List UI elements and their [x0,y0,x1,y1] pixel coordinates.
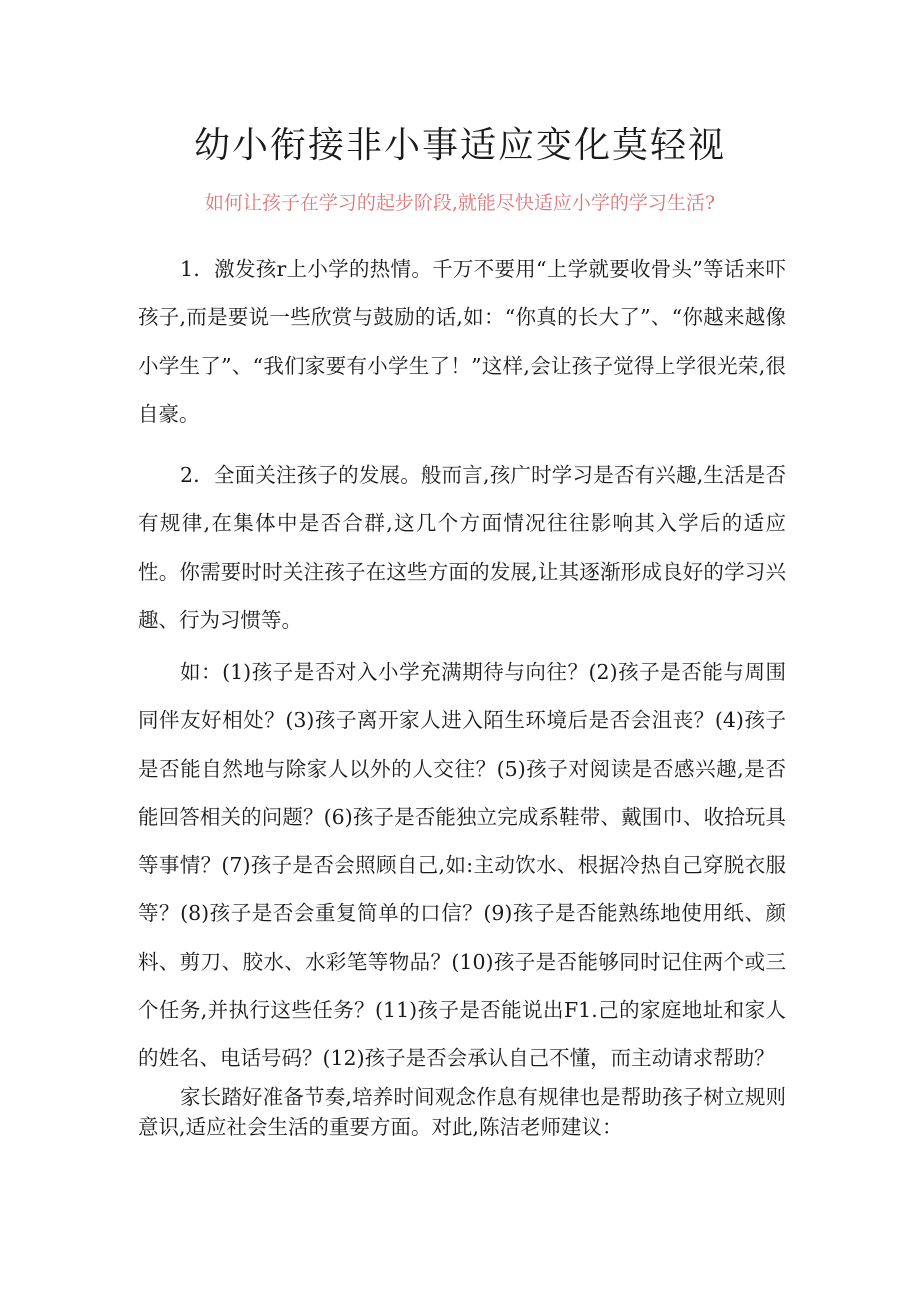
paragraph-1: 1．激发孩r上小学的热情。千万不要用“上学就要收骨头”等话来吓孩子,而是要说一些欣赏与鼓励的话,如：“你真的长大了”、“你越来越像小学生了”、“我们家要有小学生了！”这样,会让孩子觉得上学很光荣,很自豪。 [138,257,786,426]
document-subtitle: 如何让孩子在学习的起步阶段,就能尽快适应小学的学习生活? [204,192,716,214]
paragraph-3: 如：(1)孩子是否对入小学充满期待与向往？(2)孩子是否能与周围同伴友好相处？(3)孩子离开家人进入陌生环境后是否会沮丧？(4)孩子是否能自然地与除家人以外的人交往？(5)孩子对阅读是否感兴趣,是否能回答相关的问题？(6)孩子是否能独立完成系鞋带、戴围巾、收拾玩具等事情？(7)孩子是否会照顾自己,如:主动饮水、根据冷热自己穿脱衣服等？(8)孩子是否会重复简单的口信？(9)孩子是否能熟练地使用纸、颜料、剪刀、胶水、水彩笔等物品？(10)孩子是否能够同时记住两个或三个任务,并执行这些任务？(11)孩子是否能说出F1.己的家庭地址和家人的姓名、电话号码？(12)孩子是否会承认自己不懂，而主动请求帮助？ [138,660,786,1071]
paragraph-4: 家长踏好准备节奏,培养时间观念作息有规律也是帮助孩子树立规则意识,适应社会生活的重要方面。对此,陈洁老师建议： [138,1085,786,1139]
document-title: 幼小衔接非小事适应变化莫轻视 [193,125,726,166]
paragraph-2: 2．全面关注孩子的发展。般而言,孩广时学习是否有兴趣,生活是否有规律,在集体中是否合群,这几个方面情况往往影响其入学后的适应性。你需要时时关注孩子在这些方面的发展,让其逐渐形成良好的学习兴趣、行为习惯等。 [138,463,786,632]
